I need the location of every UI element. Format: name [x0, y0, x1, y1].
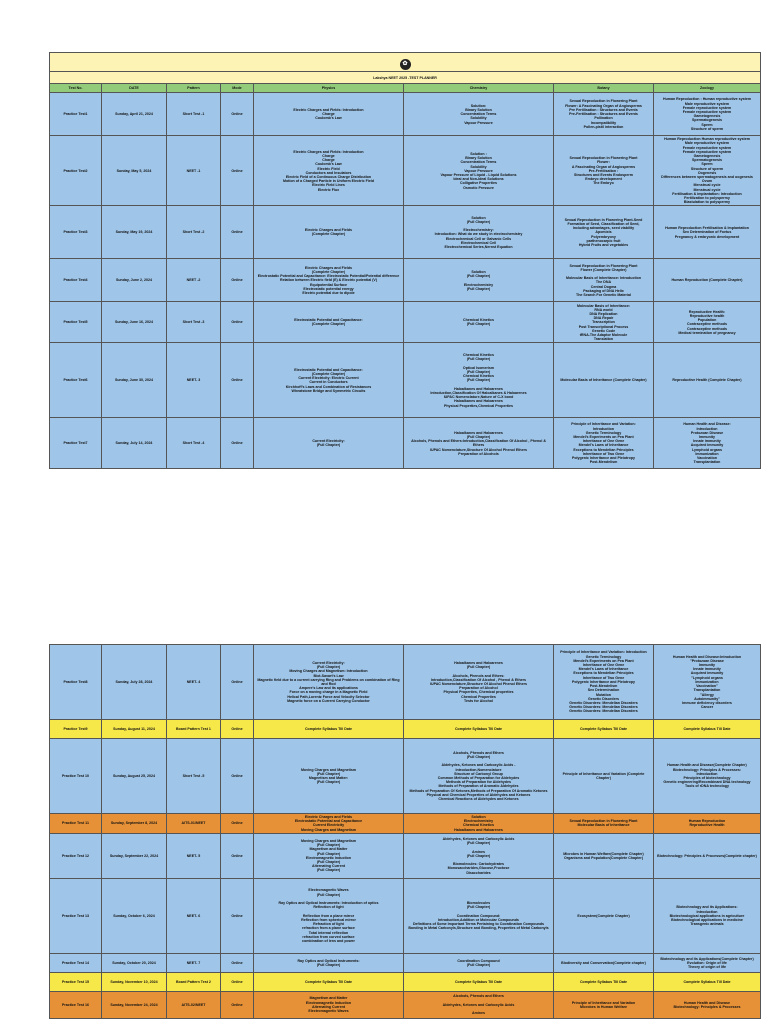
- column-header-chemistry: Chemistry: [404, 84, 554, 93]
- table-row: [50, 878, 761, 953]
- chemistry-cell: Complete Syllabus Till Date: [404, 972, 554, 991]
- chemistry-cell: Aldehydes, Ketones and Carboxylic Acids (Full Chapter) Amines (Full Chapter) Biomolecules: Carbohydrates Monosaccharides,Glucose,Fructose Disaccharides: [404, 833, 554, 878]
- botany-cell: Principle of Inheritance and Variation: Introduction Genetic Terminology Mendel's Experiments on Pea Plant Inheritance of One Gene Mendel's Laws of Inheritance Exceptions to Mendelian Principles Inheritance of Two Gene Polygenic Inheritance and Pleiotropy Post-Mendelism Sex Determination Mutation Genetic Disorders Genetic Disorders: Mendelian Disorders Genetic Disorders: Mendelian Disorders Genetic Disorders: Mendelian Disorders: [554, 645, 654, 720]
- date-cell: Sunday, September 8, 2024: [102, 814, 167, 834]
- physics-cell: Electrostatic Potential and Capacitance: (Complete Chapter) Current Electricity: Electric Current Current in Conductors Kirchhoff's Laws and Combination of Resistances Wheatstone Bridge and Symmetric Circuits: [254, 343, 404, 418]
- chemistry-cell: Chemical Kinetics (Full Chapter) Optical Isomerism (Full Chapter) Chemical Kinetics (Full Chapter) Haloalkanes and Haloarenes Introduction,Classification Of Haloalkanes & Haloarenes IUPAC Nomenclature,Nature of C-X bond Haloalkanes and Haloarenes Physical Properties,Chemical Properties: [404, 343, 554, 418]
- mode-cell: Online: [221, 720, 254, 739]
- table-row: [50, 93, 761, 136]
- date-cell: Sunday, November 24, 2024: [102, 991, 167, 1018]
- mode-cell: Online: [221, 991, 254, 1018]
- table-row: [50, 259, 761, 302]
- test-planner-table-1: [49, 52, 761, 469]
- table-row: [50, 953, 761, 972]
- date-cell: Sunday, November 10, 2024: [102, 972, 167, 991]
- pattern-cell: Board Pattern Test 2: [167, 972, 221, 991]
- pattern-cell: AITS-02/NEET: [167, 991, 221, 1018]
- pattern-cell: Board Pattern Test 1: [167, 720, 221, 739]
- botany-cell: Molecular Basis of Inheritance: RNA world DNA Replication DNA Repair Transcription Post Transcriptional Process Genetic Code tRNA-The Adaptor Molecule Translation: [554, 302, 654, 343]
- chemistry-cell: Haloalkanes and Haloarenes (Full Chapter) Alcohols, Phenols and Ethers: Introduction,Classification Of Alcohol , Phenol & Ethers IUPAC Nomenclature,Structure Of Alcohol Phenol Ethers Preparation of Alcohol Physical Properties, Chemical properties Chemical Properties Tests for Alcohol: [404, 645, 554, 720]
- mode-cell: Online: [221, 645, 254, 720]
- pattern-cell: NEET -2: [167, 259, 221, 302]
- botany-cell: Principle of Inheritance and Variation: Introduction Genetic Terminology Mendel's Experiments on Pea Plant Inheritance of One Gene Mendel's Laws of Inheritance Exceptions to Mendelian Principles Inheritance of Two Gene Polygenic Inheritance and Pleiotropy Post-Mendelism: [554, 418, 654, 469]
- mode-cell: Online: [221, 972, 254, 991]
- logo-cell: [50, 53, 761, 72]
- zoology-cell: Human Health and Disease(Complete Chapter) Biotechnology: Principles & Processes: Introduction Principles of biotechnology Genetic engineering/Recombinant DNA technology Tools of rDNA technology: [654, 739, 761, 814]
- chemistry-cell: Haloalkanes and Haloarenes (Full Chapter) Alcohols, Phenols and Ethers:Introduction,Classification Of Alcohol , Phenol & Ethers IUPAC Nomenclature,Structure Of Alcohol Phenol Ethers Preparation of Alcohols: [404, 418, 554, 469]
- table-row: [50, 833, 761, 878]
- pattern-cell: NEET- 4: [167, 645, 221, 720]
- zoology-cell: Human Health and Disease: Introduction Protozoan Disease Immunity Innate immunity Acquired immunity Lymphoid organs Immunization Vaccination Transplantation: [654, 418, 761, 469]
- pattern-cell: Short Test -4: [167, 418, 221, 469]
- table-row: [50, 739, 761, 814]
- mode-cell: Online: [221, 739, 254, 814]
- physics-cell: Moving Charges and Magnetism (Full Chapter) Magnetism and Matter (Full Chapter) Electromagnetic Induction (Full Chapter) Alternating Current (Full Chapter): [254, 833, 404, 878]
- zoology-cell: Human Reproduction Human reproductive system Male reproductive system Female reproductive system Female reproductive system Gametogenesis Spermatogenesis Sperm Structure of sperm Oogenesis Differences between spermatogenesis and oogenesis Ovum Menstrual cycle Menstrual cycle Fertilisation & implantation: Introduction Fertilization to polyspermy Blastulation to polyspermy: [654, 136, 761, 206]
- date-cell: Sunday, July 28, 2024: [102, 645, 167, 720]
- circular-emblem-icon: ✿: [400, 59, 411, 70]
- zoology-cell: Reproductive Health: Reproductive health Population Contraceptive methods Contraceptive methods Medical termination of pregnancy: [654, 302, 761, 343]
- date-cell: Sunday, June 30, 2024: [102, 343, 167, 418]
- botany-cell: Sexual Reproduction in Flowering Plant Flower: A Fascinating Organ of Angiosperms Pre Fertilisation : Structures and Events Pre-Fertilisation : Structures and Events Pollination Incompatibility Pollen-pistil interaction: [554, 93, 654, 136]
- chemistry-cell: Coordination Compound (Full Chapter): [404, 953, 554, 972]
- date-cell: Sunday, June 16, 2024: [102, 302, 167, 343]
- test-no-cell: Practice Test 14: [50, 953, 102, 972]
- mode-cell: Online: [221, 206, 254, 259]
- header-row: [50, 84, 761, 93]
- mode-cell: Online: [221, 833, 254, 878]
- table-row: [50, 302, 761, 343]
- botany-cell: Complete Syllabus Till Date: [554, 720, 654, 739]
- chemistry-cell: Solution (Full Chapter) Electrochemistry (Full Chapter): [404, 259, 554, 302]
- chemistry-cell: Chemical Kinetics (Full Chapter): [404, 302, 554, 343]
- physics-cell: Magnetism and Matter Electromagnetic Induction Alternating Current Electromagnetic Waves: [254, 991, 404, 1018]
- botany-cell: Microbes in Human Welfare(Complete Chapter) Organisms and Population(Complete Chapter): [554, 833, 654, 878]
- botany-cell: Sexual Reproduction in Flowering Plant-Seed Formation of Seed, Classification of Seed, Including advantages, seed viability Apomixis Polyembryony parthenocarpic fruit Hybrid Fruits and vegetables: [554, 206, 654, 259]
- pattern-cell: NEET- 5: [167, 833, 221, 878]
- physics-cell: Complete Syllabus Till Date: [254, 720, 404, 739]
- test-no-cell: Practice Test4: [50, 259, 102, 302]
- chemistry-cell: Biomolecules (Full Chapter) Coordination Compound: Introduction,Addition or Molecular Compounds Definitions of Some Important Terms Pertaining to Coordination Compounds Bonding in Metal Carbonyls,Structure and Bonding, Properties of Metal Carbonyls: [404, 878, 554, 953]
- zoology-cell: Complete Syllabus Till Date: [654, 720, 761, 739]
- test-no-cell: Practice Test9: [50, 720, 102, 739]
- table-row: [50, 206, 761, 259]
- date-cell: Sunday, July 14, 2024: [102, 418, 167, 469]
- botany-cell: Complete Syllabus Till Date: [554, 972, 654, 991]
- chemistry-cell: Alcohols, Phenols and Ethers Aldehydes, Ketones and Carboxylic Acids Amines: [404, 991, 554, 1018]
- test-no-cell: Practice Test 15: [50, 972, 102, 991]
- date-cell: Sunday, June 2, 2024: [102, 259, 167, 302]
- mode-cell: Online: [221, 953, 254, 972]
- date-cell: Sunday, August 11, 2024: [102, 720, 167, 739]
- physics-cell: Current Electricity: (Full Chapter) Moving Charges and Magnetism: Introduction Biot-Savart's Law Magnetic field due to a current carrying Ring and Problems on combination of Ring and Rod Ampere's Law and its applications Force on a moving charge in a Magnetic Field Helical Path,Lorentz Force and Velocity Selector Magnetic force on a Current Carrying Conductor: [254, 645, 404, 720]
- zoology-cell: Reproductive Health (Complete Chapter): [654, 343, 761, 418]
- physics-cell: Moving Charges and Magnetism (Full Chapter) Magnetism and Matter: (Full Chapter): [254, 739, 404, 814]
- zoology-cell: Biotechnology and its Applications(Complete Chapter) Evolution: Origin of life Theory of origin of life: [654, 953, 761, 972]
- botany-cell: Sexual Reproduction in Flowering Plant Molecular Basis of Inheritance: [554, 814, 654, 834]
- physics-cell: Current Electricity: (Full Chapter): [254, 418, 404, 469]
- mode-cell: Online: [221, 259, 254, 302]
- mode-cell: Online: [221, 418, 254, 469]
- zoology-cell: Human Reproduction : Human reproductive system Male reproductive system Female reproductive system Female reproductive system Gametogenesis Spermatogenesis Sperm Structure of sperm: [654, 93, 761, 136]
- column-header-zoology: Zoology: [654, 84, 761, 93]
- physics-cell: Ray Optics and Optical Instruments: (Full Chapter): [254, 953, 404, 972]
- date-cell: Sunday, May 19, 2024: [102, 206, 167, 259]
- physics-cell: Electric Charges and Fields (Complete Chapter) Electrostatic Potential and Capacitance: Electrostatic Potential/Potential difference Relation between Electric field (E) & Electric potential (V) Equipotential Surface Electrostatic potential energy Electric potential due to dipole: [254, 259, 404, 302]
- table-row: [50, 720, 761, 739]
- test-planner-table-2: [49, 644, 761, 1019]
- date-cell: Sunday, August 25, 2024: [102, 739, 167, 814]
- chemistry-cell: Solution : Binary Solution Concentration Terms Solubility Vapour Pressure Vapour Pressure of Liquid - Liquid Solutions Ideal and Non-Ideal Solutions Colligative Properties Osmotic Pressure: [404, 136, 554, 206]
- date-cell: Sunday, September 22, 2024: [102, 833, 167, 878]
- column-header-mode: Mode: [221, 84, 254, 93]
- physics-cell: Electric Charges and Fields Electrostatic Potential and Capacitance Current Electricity Moving Charges and Magnetism: [254, 814, 404, 834]
- mode-cell: Online: [221, 302, 254, 343]
- botany-cell: Principle of Inheritance and Variation Microbes in Human Welfare: [554, 991, 654, 1018]
- mode-cell: Online: [221, 136, 254, 206]
- physics-cell: Electromagnetic Waves (Full Chapter) Ray Optics and Optical Instruments: Introduction of optics Reflection of light Reflection from a plane mirror Reflection from spherical mirror Refraction of light refraction from a plane surface Total internal reflection refraction from curved surface combination of lens and power: [254, 878, 404, 953]
- test-no-cell: Practice Test3: [50, 206, 102, 259]
- test-no-cell: Practice Test 11: [50, 814, 102, 834]
- chemistry-cell: Solution: Binary Solution Concentration Terms Solubility Vapour Pressure: [404, 93, 554, 136]
- zoology-cell: Human Reproduction (Complete Chapter): [654, 259, 761, 302]
- botany-cell: Sexual Reproduction in Flowering Plant Flower (Complete Chapter) Molecular Basis of Inheritance: Introduction The DNA Central Dogma Packaging of DNA Helix The Search For Genetic Material: [554, 259, 654, 302]
- test-no-cell: Practice Test5: [50, 302, 102, 343]
- test-no-cell: Practice Test2: [50, 136, 102, 206]
- pattern-cell: NEET- 3: [167, 343, 221, 418]
- mode-cell: Online: [221, 814, 254, 834]
- table-row: [50, 991, 761, 1018]
- test-no-cell: Practice Test 12: [50, 833, 102, 878]
- mode-cell: Online: [221, 878, 254, 953]
- test-no-cell: Practice Test7: [50, 418, 102, 469]
- zoology-cell: Human Health and Disease:Introduction "Protozoan Disease Immunity Innate immunity Acquired immunity "Lymphoid organs Immunization Vaccination" Transplantation "Allergy Autoimmunity" Immune deficiency disorders Cancer: [654, 645, 761, 720]
- zoology-cell: Human Reproduction Fertilisation & Implantation Sex Determination of Foetus Pregnancy & embryonic development: [654, 206, 761, 259]
- chemistry-cell: Alcohols, Phenols and Ethers (Full Chapter) Aldehydes, Ketones and Carboxylic Acids - Introduction,Nomenclature Structure of Carbonyl Group Common Methods of Preparation for Aldehydes Methods of Preparation for Aldehydes Methods of Preparation of Aromatic Aldehydes Methods of Preparation Of Ketones,Methods of Preparation Of Aromatic Ketones Physical and Chemical Properties of Aldehydes and Ketones Chemical Reactions of Aldehydes and Ketones: [404, 739, 554, 814]
- column-header-test-no: Test No.: [50, 84, 102, 93]
- pattern-cell: AITS-01/NEET: [167, 814, 221, 834]
- pattern-cell: Short Test -1: [167, 93, 221, 136]
- chemistry-cell: Solution (Full Chapter) Electrochemistry: Introduction: What do we study in electrochemistry Electrochemical Cell or Galvanic Cells Electrochemical Cell Electrochemical Series,Nernst Equation: [404, 206, 554, 259]
- physics-cell: Electric Charges and Fields: Introduction Charge Charge Coulomb's Law Electric Field Conductors and Insulators Electric Field of a Continuous Charge Distribution Motion of a Charged Particle in Uniform Electric Field Electric Field Lines Electric Flux: [254, 136, 404, 206]
- physics-cell: Electrostatic Potential and Capacitance: (Complete Chapter): [254, 302, 404, 343]
- zoology-cell: Human Reproduction Reproductive Health: [654, 814, 761, 834]
- test-no-cell: Practice Test6: [50, 343, 102, 418]
- column-header-pattern: Pattern: [167, 84, 221, 93]
- date-cell: Sunday, May 5, 2024: [102, 136, 167, 206]
- mode-cell: Online: [221, 343, 254, 418]
- pattern-cell: Short Test -5: [167, 739, 221, 814]
- chemistry-cell: Complete Syllabus Till Date: [404, 720, 554, 739]
- physics-cell: Complete Syllabus Till Date: [254, 972, 404, 991]
- pattern-cell: Short Test -3: [167, 302, 221, 343]
- botany-cell: Molecular Basis of Inheritance (Complete Chapter): [554, 343, 654, 418]
- table-row: [50, 418, 761, 469]
- date-cell: Sunday, October 6, 2024: [102, 878, 167, 953]
- test-no-cell: Practice Test 10: [50, 739, 102, 814]
- table-row: [50, 814, 761, 834]
- botany-cell: Biodiversity and Conservation(Complete chapter): [554, 953, 654, 972]
- test-no-cell: Practice Test1: [50, 93, 102, 136]
- physics-cell: Electric Charges and Fields (Complete Chapter): [254, 206, 404, 259]
- zoology-cell: Human Health and Disease Biotechnology: Principles & Processes: [654, 991, 761, 1018]
- table-row: [50, 645, 761, 720]
- pattern-cell: NEET- 7: [167, 953, 221, 972]
- zoology-cell: Complete Syllabus Till Date: [654, 972, 761, 991]
- botany-cell: Principle of Inheritance and Variation (Complete Chapter): [554, 739, 654, 814]
- botany-cell: Ecosystem(Complete Chapter): [554, 878, 654, 953]
- test-no-cell: Practice Test8: [50, 645, 102, 720]
- column-header-botany: Botany: [554, 84, 654, 93]
- pattern-cell: Short Test -2: [167, 206, 221, 259]
- mode-cell: Online: [221, 93, 254, 136]
- chemistry-cell: Solution Electrochemistry Chemical Kinetics Haloalkanes and Haloarenes: [404, 814, 554, 834]
- planner-title: Lakshya NEET 2025 -TEST PLANNER: [50, 72, 761, 84]
- column-header-date: DATE: [102, 84, 167, 93]
- pattern-cell: NEET- 6: [167, 878, 221, 953]
- physics-cell: Electric Charges and Fields: Introduction Charge Coulomb's Law: [254, 93, 404, 136]
- test-no-cell: Practice Test 16: [50, 991, 102, 1018]
- botany-cell: Sexual Reproduction in Flowering Plant Flower: A Fascinating Organ of Angiosperms Pre-Fertilisation : Structures and Events Endosperm Embryo development The Embryo: [554, 136, 654, 206]
- date-cell: Sunday, October 20, 2024: [102, 953, 167, 972]
- table-row: [50, 972, 761, 991]
- pattern-cell: NEET -1: [167, 136, 221, 206]
- zoology-cell: Biotechnology and its Applications: Introduction Biotechnological applications in agriculture Biotechnological applications in medicine Transgenic animals: [654, 878, 761, 953]
- test-no-cell: Practice Test 13: [50, 878, 102, 953]
- table-row: [50, 136, 761, 206]
- zoology-cell: Biotechnology: Principles & Processes(Complete chapter): [654, 833, 761, 878]
- date-cell: Sunday, April 21, 2024: [102, 93, 167, 136]
- table-row: [50, 343, 761, 418]
- column-header-physics: Physics: [254, 84, 404, 93]
